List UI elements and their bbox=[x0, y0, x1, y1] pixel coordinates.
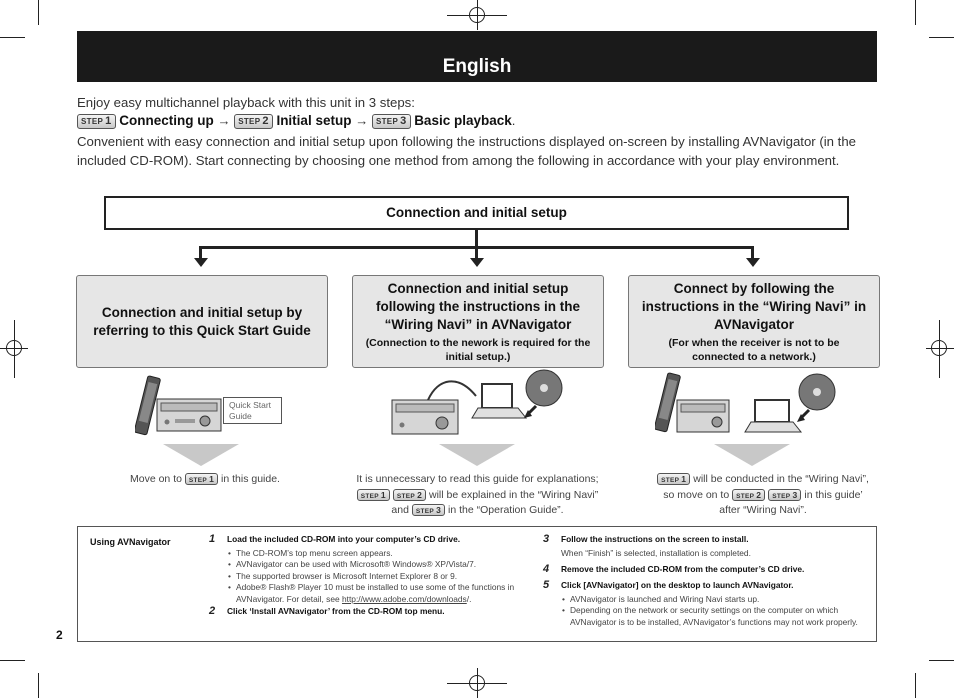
option-box-wiring-navi-offline: Connect by following the instructions in the “Wiring Navi” in AVNavigator (For when the receiver is not to be connected to a network.) bbox=[628, 275, 880, 368]
intro-paragraph: Convenient with easy connection and initial setup upon following the instructions displayed on-screen by installing AVNavigator (in the included CD-ROM). Start connecting by choosing one method from among the following in accordance with your play environment. bbox=[77, 134, 857, 168]
option-box-wiring-navi-network: Connection and initial setup following the instructions in the “Wiring Navi” in AVNavigator (Connection to the nework is required for the initial setup.) bbox=[352, 275, 604, 368]
step-2-badge: STEP 2 bbox=[732, 489, 765, 501]
arrow-down-icon bbox=[746, 258, 760, 267]
adobe-downloads-link[interactable]: http://www.adobe.com/downloads bbox=[341, 593, 467, 604]
caption-wiring-navi-network: It is unnecessary to read this guide for explanations; STEP 1 STEP 2 will be explained in the “Wiring Navi” and STEP 3 in the “Operation Guide”. bbox=[356, 473, 599, 516]
step-3-badge: STEP 3 bbox=[412, 504, 445, 516]
step-1-badge: STEP 1 bbox=[357, 489, 390, 501]
triangle-down-icon bbox=[439, 444, 515, 466]
step-number: 1 bbox=[209, 533, 216, 545]
remote-receiver-laptop-cd-illustration bbox=[655, 372, 840, 438]
connector bbox=[751, 246, 754, 258]
intro-line: Enjoy easy multichannel playback with this unit in 3 steps: bbox=[77, 95, 415, 110]
avnavigator-step-2: Click ‘Install AVNavigator’ from the CD-ROM top menu. bbox=[227, 606, 445, 616]
connector bbox=[199, 246, 202, 258]
step-number: 2 bbox=[209, 605, 216, 617]
step-2-badge: STEP 2 bbox=[393, 489, 426, 501]
step-3-label: Basic playback bbox=[414, 113, 512, 128]
avnavigator-heading: Using AVNavigator bbox=[90, 537, 171, 547]
connector bbox=[475, 228, 478, 248]
step-2-label: Initial setup bbox=[276, 113, 352, 128]
step-3-badge: STEP 3 bbox=[768, 489, 801, 501]
arrow-icon: → bbox=[355, 113, 369, 128]
avnavigator-step-4: Remove the included CD-ROM from the computer’s CD drive. bbox=[561, 564, 805, 574]
triangle-down-icon bbox=[163, 444, 239, 466]
step-1-badge: STEP 1 bbox=[77, 114, 116, 129]
caption-quick-start: Move on to STEP 1 in this guide. bbox=[130, 473, 280, 485]
step-number: 3 bbox=[543, 533, 550, 545]
avnavigator-step-1: Load the included CD-ROM into your computer’s CD drive. • The CD-ROM’s top menu screen appears. • AVNavigator can be used with Microsoft® Windows® XP/Vista/7. • The supported browser is Microsoft Internet Explorer 8 or 9. • Adobe® Flash® Player 10 must be installed to use some of the functions in AVNavigator. For detail, see http://www.adobe.com/downloads/. bbox=[227, 534, 529, 605]
main-flow-box: Connection and initial setup bbox=[104, 196, 849, 230]
step-1-badge: STEP 1 bbox=[185, 473, 218, 485]
step-number: 5 bbox=[543, 579, 550, 591]
step-number: 4 bbox=[543, 563, 550, 575]
connector bbox=[475, 246, 478, 258]
avnavigator-step-3: Follow the instructions on the screen to install. When “Finish” is selected, installation is completed. bbox=[561, 534, 751, 558]
quick-start-guide-booklet: Quick Start Guide bbox=[223, 397, 282, 424]
arrow-down-icon bbox=[470, 258, 484, 267]
step-2-badge: STEP 2 bbox=[234, 114, 273, 129]
arrow-icon: → bbox=[217, 113, 231, 128]
receiver-laptop-cd-illustration bbox=[388, 368, 568, 440]
avnavigator-step-5: Click [AVNavigator] on the desktop to launch AVNavigator. • AVNavigator is launched and Wiring Navi starts up. • Depending on the network or security settings on the computer on which AVNavigator is to be installed, AVNavigator’s functions may not work properly. bbox=[561, 580, 867, 628]
arrow-down-icon bbox=[194, 258, 208, 267]
remote-receiver-illustration bbox=[135, 375, 225, 437]
caption-wiring-navi-offline: STEP 1 will be conducted in the “Wiring Navi”, so move on to STEP 2 STEP 3 in this guide’ after “Wiring Navi”. bbox=[632, 472, 894, 519]
step-1-label: Connecting up bbox=[119, 113, 214, 128]
steps-line: STEP 1 Connecting up → STEP 2 Initial setup → STEP 3 Basic playback. bbox=[77, 112, 877, 131]
step-1-badge: STEP 1 bbox=[657, 473, 690, 485]
triangle-down-icon bbox=[714, 444, 790, 466]
page-number: 2 bbox=[56, 628, 63, 642]
option-box-quick-start: Connection and initial setup by referring to this Quick Start Guide bbox=[76, 275, 328, 368]
page-title: English bbox=[442, 56, 512, 77]
step-3-badge: STEP 3 bbox=[372, 114, 411, 129]
